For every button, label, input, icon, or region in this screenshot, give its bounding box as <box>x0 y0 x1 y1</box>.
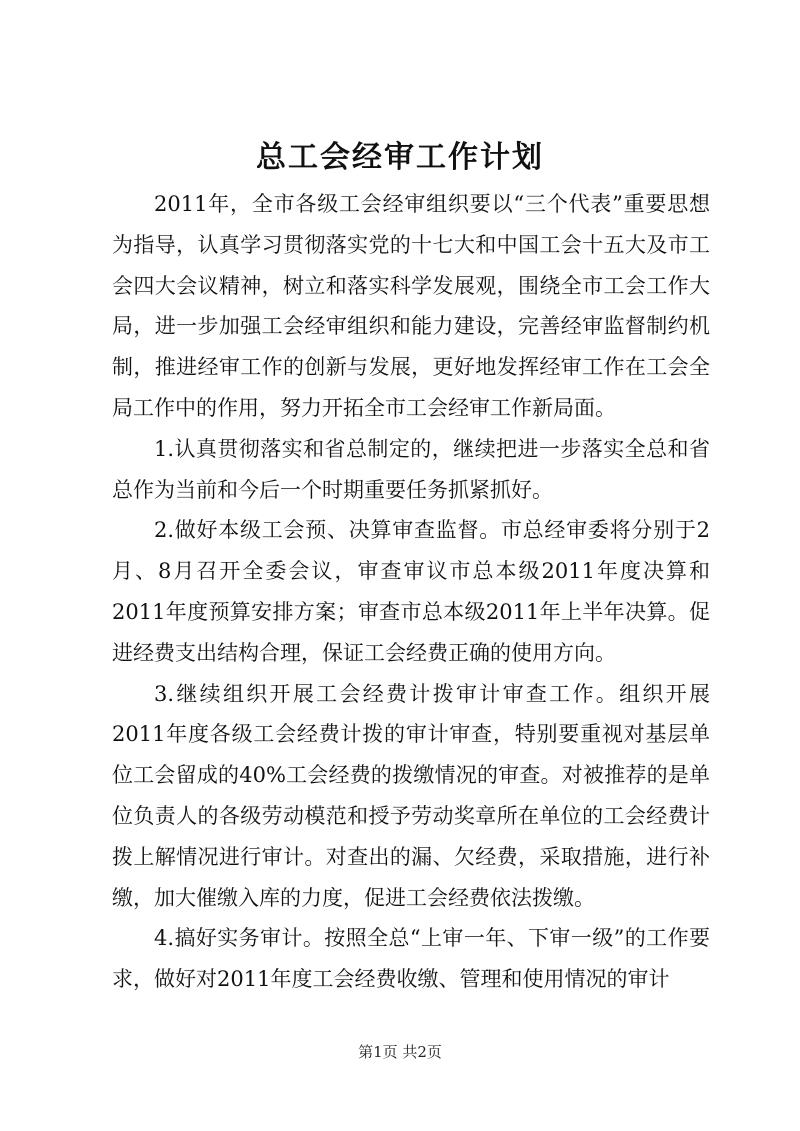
page-footer: 第1页 共2页 <box>358 1043 442 1061</box>
paragraph-item-3: 3.继续组织开展工会经费计拨审计审查工作。组织开展2011年度各级工会经费计拨的审计审查，特别要重视对基层单位工会留成的40%工会经费的拨缴情况的审查。对被推荐的是单位负责人的各级劳动模范和授予劳动奖章所在单位的工会经费计拨上解情况进行审计。对查出的漏、欠经费，采取措施，进行补缴，加大催缴入库的力度，促进工会经费依法拨缴。 <box>112 681 710 910</box>
paragraph-item-1: 1.认真贯彻落实和省总制定的，继续把进一步落实全总和省总作为当前和今后一个时期重要任务抓紧抓好。 <box>112 436 710 502</box>
paragraph-item-2: 2.做好本级工会预、决算审查监督。市总经审委将分别于2月、8月召开全委会议，审查审议市总本级2011年度决算和2011年度预算安排方案；审查市总本级2011年上半年决算。促进经费支出结构合理，保证工会经费正确的使用方向。 <box>112 518 710 665</box>
paragraph-intro: 2011年，全市各级工会经审组织要以“三个代表”重要思想为指导，认真学习贯彻落实党的十七大和中国工会十五大及市工会四大会议精神，树立和落实科学发展观，围绕全市工会工作大局，进一步加强工会经审组织和能力建设，完善经审监督制约机制，推进经审工作的创新与发展，更好地发挥经审工作在工会全局工作中的作用，努力开拓全市工会经审工作新局面。 <box>112 192 710 420</box>
document-body <box>112 184 710 1000</box>
document-title: 总工会经审工作计划 <box>256 140 544 175</box>
paragraph-item-4: 4.搞好实务审计。按照全总“上审一年、下审一级”的工作要求，做好对2011年度工会经费收缴、管理和使用情况的审计 <box>112 926 710 992</box>
